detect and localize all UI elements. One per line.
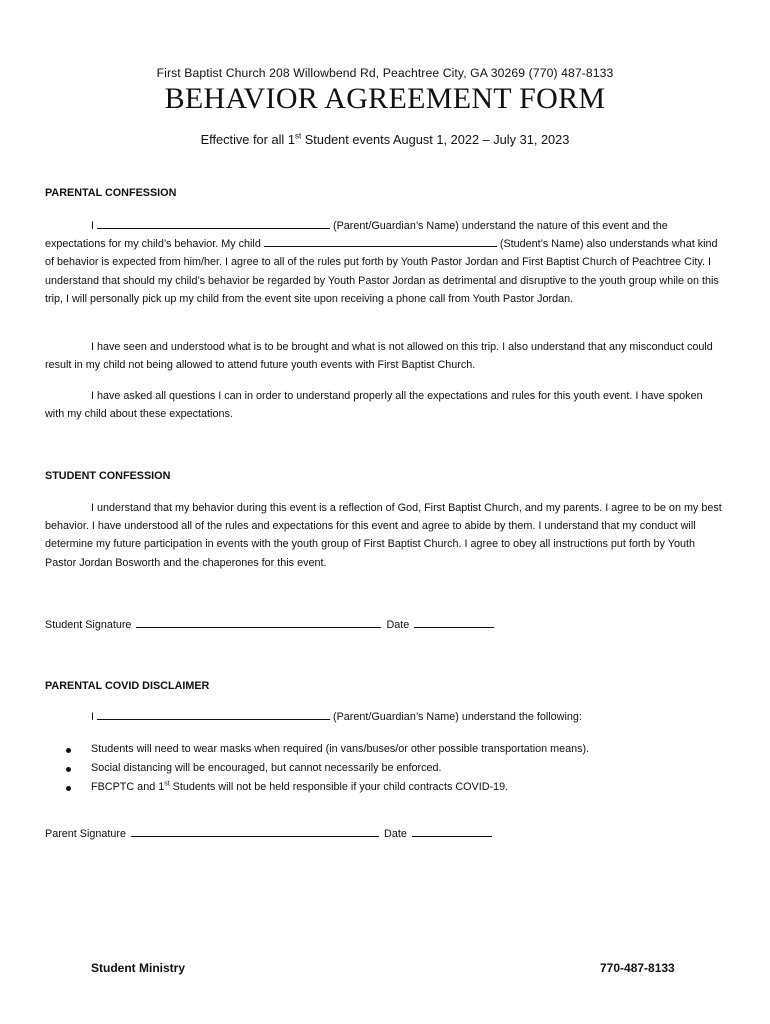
covid-disclaimer-heading: PARENTAL COVID DISCLAIMER: [45, 680, 210, 692]
student-name-field[interactable]: [264, 236, 497, 247]
parental-p1-part2: (Parent/Guardian’s Name) understand the nature of this event and the expectations for my child’s behavior. My child: [45, 220, 668, 251]
parent-signature-field[interactable]: [131, 826, 379, 837]
student-date-field[interactable]: [414, 617, 494, 628]
list-item: [64, 740, 589, 759]
student-signature-line: [45, 617, 496, 631]
covid-parent-guardian-name-field[interactable]: [97, 709, 330, 720]
parental-p1-start: I: [91, 220, 94, 232]
covid-bullet-2: Social distancing will be encouraged, but cannot necessarily be enforced.: [91, 762, 442, 774]
covid-bullet-3-suffix: Students will not be held responsible if your child contracts COVID-19.: [169, 781, 509, 793]
covid-intro-start: I: [91, 711, 94, 723]
student-p1-text: I understand that my behavior during this event is a reflection of God, First Baptist Church, and my parents. I agree to be on my best behavior. I have understood all of the rules and expectations for this event and agree to abide by them. I understand that my conduct will determine my future participation in events with the youth group of First Baptist Church. I agree to obey all instructions put forth by Youth Pastor Jordan Bosworth and the chaperones for this event.: [45, 502, 722, 569]
parental-confession-paragraph-3: [45, 387, 724, 423]
list-item: [64, 759, 589, 778]
footer-phone-number: 770-487-8133: [600, 961, 675, 975]
parent-date-field[interactable]: [412, 826, 492, 837]
parental-p2-text: I have seen and understood what is to be brought and what is not allowed on this trip. I also understand that any misconduct could result in my child not being allowed to attend future youth events with First Baptist Church.: [45, 341, 713, 372]
parent-signature-line: [45, 826, 494, 840]
effective-dates-line: [0, 132, 770, 147]
parental-p3-text: I have asked all questions I can in order to understand properly all the expectations and rules for this youth event. I have spoken with my child about these expectations.: [45, 390, 703, 421]
footer-ministry-name: Student Ministry: [91, 961, 186, 975]
covid-disclaimer-intro: [45, 708, 724, 726]
bullet-icon: [66, 767, 71, 772]
covid-disclaimer-list: [64, 740, 589, 797]
covid-bullet-3-prefix: FBCPTC and 1: [91, 781, 165, 793]
parent-date-label: Date: [384, 828, 407, 840]
parental-confession-paragraph-1: [45, 217, 724, 308]
covid-intro-end: (Parent/Guardian’s Name) understand the following:: [333, 711, 582, 723]
student-signature-label: Student Signature: [45, 619, 132, 631]
student-date-label: Date: [386, 619, 410, 631]
parental-confession-heading: PARENTAL CONFESSION: [45, 187, 177, 199]
student-signature-field[interactable]: [136, 617, 381, 628]
parental-p1-part3: (Student’s Name) also understands what kind of behavior is expected from him/her. I agree to all of the rules put forth by Youth Pastor Jordan and First Baptist Church of Peachtree City. I understand that should my child’s behavior be regarded by Youth Pastor Jordan as detrimental and disruptive to the youth group while on this trip, I will personally pick up my child from the event site upon receiving a phone call from Youth Pastor Jordan.: [45, 238, 719, 305]
parental-confession-paragraph-2: [45, 338, 724, 374]
effective-superscript: st: [294, 131, 302, 141]
page-title: BEHAVIOR AGREEMENT FORM: [164, 82, 606, 115]
parent-guardian-name-field[interactable]: [97, 218, 330, 229]
church-address-line: First Baptist Church 208 Willowbend Rd, Peachtree City, GA 30269 (770) 487-8133: [156, 66, 614, 80]
list-item: [64, 778, 589, 797]
covid-bullet-3-superscript: st: [164, 780, 170, 788]
bullet-icon: [66, 786, 71, 791]
effective-prefix: Effective for all 1: [200, 132, 295, 147]
effective-suffix: Student events August 1, 2022 – July 31, 2023: [301, 132, 570, 147]
bullet-icon: [66, 748, 71, 753]
covid-bullet-1: Students will need to wear masks when required (in vans/buses/or other possible transportation means).: [91, 743, 590, 755]
student-confession-heading: STUDENT CONFESSION: [45, 470, 171, 482]
student-confession-paragraph: [45, 499, 724, 572]
parent-signature-label: Parent Signature: [45, 828, 127, 840]
